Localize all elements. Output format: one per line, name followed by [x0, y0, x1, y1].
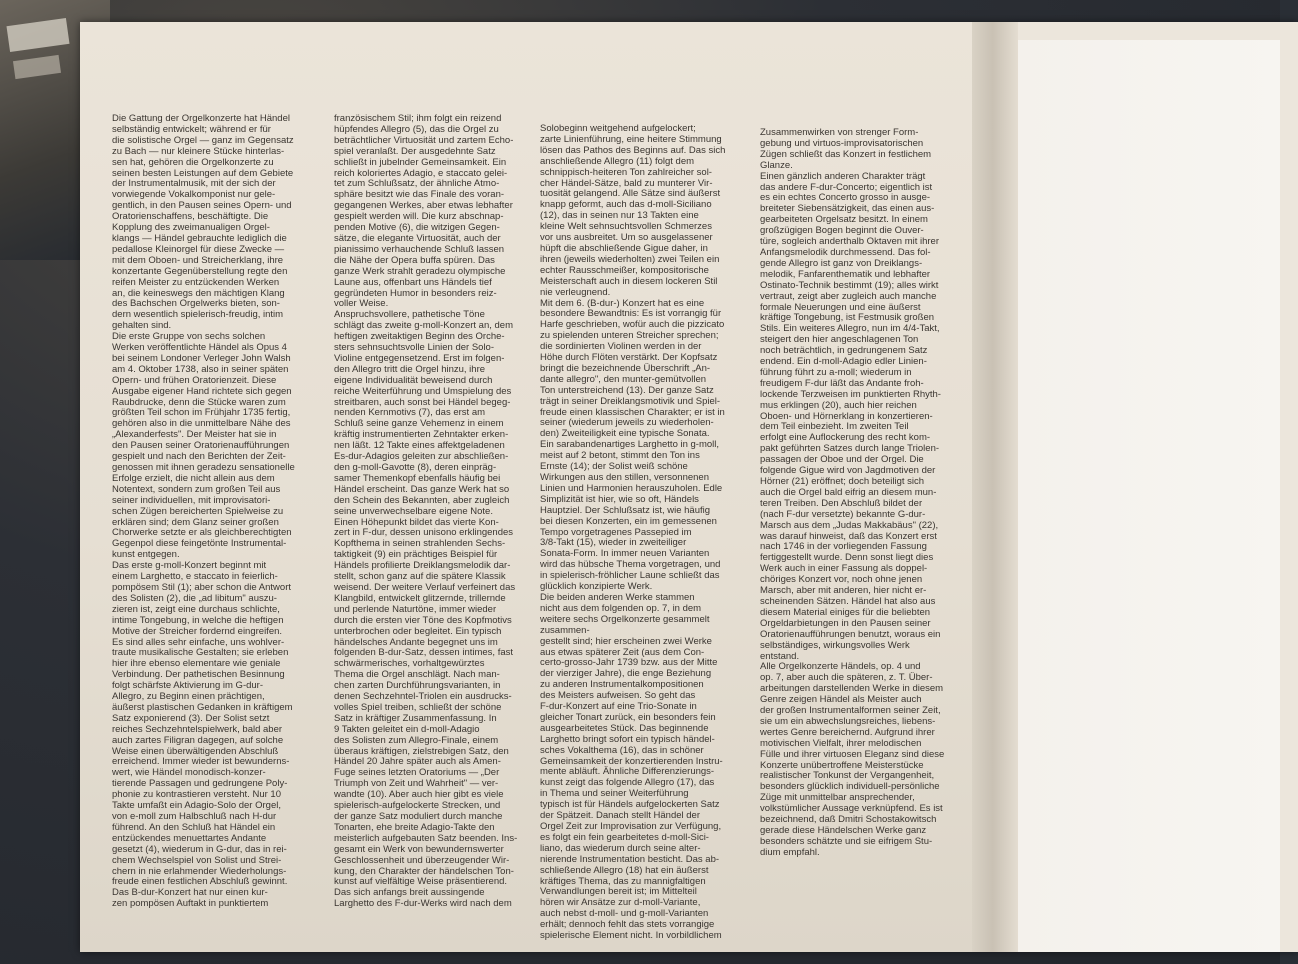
gatefold-spine — [972, 22, 1018, 952]
text-column-2 — [334, 114, 530, 924]
liner-notes-text — [112, 113, 972, 942]
column-3-text: Solobeginn weitgehend aufgelockert; zarte Linienführung, eine heitere Stimmung lösen das Pathos des Beginns auf. Das sich anschließende Allegro (11) folgt dem schnippisch-heiteren Ton zahlreicher sol- cher Händel-Sätze, bald zu munterer Vir- tuosität gelangend. Alle Sätze sind äußerst knapp geformt, auch das d-moll-Siciliano (12), das in seinen nur 13 Takten eine kleine Welt sehnsuchtsvollen Schmerzes vor uns ausbreitet. Um so ausgelassener hüpft die abschließende Gigue daher, in ihren (jeweils wiederholten) zwei Teilen ein echter Rausschmeißer, kompositorische Meisterschaft auch in diesem lockeren Stil nie verleugnend. Mit dem 6. (B-dur-) Konzert hat es eine besondere Bewandtnis: Es ist vorrangig für Harfe geschrieben, wofür auch die pizzicato zu spielenden unteren Streicher sprechen; die sordinierten Violinen werden in der Höhe durch Flöten verstärkt. Der Kopfsatz bringt die bezeichnende Überschrift „An- dante allegro", den munter-gemütvollen Ton unterstreichend (13). Der ganze Satz trägt in seiner Dreiklangsmotivik und Spiel- freude einen klassischen Charakter; er ist in seiner (wiederum jeweils zu wiederholen- den) Zweiteiligkeit eine typische Sonata. Ein sarabandenartiges Larghetto in g-moll, meist auf 2 betont, stimmt den Ton ins Ernste (14); der Solist weiß schöne Wirkungen aus den stillen, versonnenen Linien und Harmonien herauszuholen. Edle Simplizität ist hier, wie so oft, Händels Hauptziel. Der Schlußsatz ist, wie häufig bei diesen Konzerten, ein im gemessenen Tempo vorgetragenes Passepied im 3/8-Takt (15), wieder in zweiteiliger Sonata-Form. In immer neuen Varianten wird das hübsche Thema vorgetragen, und in spielerisch-fröhlicher Laune schließt das glücklich konzipierte Werk. Die beiden anderen Werke stammen nicht aus dem folgenden op. 7, in dem weitere sechs Orgelkonzerte gesammelt zusammen- gestellt sind; hier erscheinen zwei Werke aus etwas späterer Zeit (aus dem Con- certo-grosso-Jahr 1739 bzw. aus der Mitte der vierziger Jahre), die enge Beziehung zu anderen Instrumentalkompositionen des Meisters aufweisen. So geht das F-dur-Konzert auf eine Trio-Sonate in gleicher Tonart zurück, ein besonders fein ausgearbeitetes Stück. Das beginnende Larghetto bringt sofort ein typisch händel- sches Vokalthema (16), das in schöner Gemeinsamkeit der konzertierenden Instru- mente abläuft. Ähnliche Differenzierungs- kunst zeigt das folgende Allegro (17), das in Thema und seiner Weiterführung typisch ist für Händels aufgelockerten Satz der Spätzeit. Danach stellt Händel der Orgel Zeit zur Improvisation zur Verfügung, es folgt ein fein gearbeitetes d-moll-Sici- liano, das wiederum durch seine alter- nierende Instrumentation besticht. Das ab- schließende Allegro (18) hat ein äußerst kräftiges Thema, das zu mannigfaltigen Verwandlungen bereit ist; im Mittelteil hören wir Ansätze zur d-moll-Variante, auch nebst d-moll- und g-moll-Varianten erhält; dennoch fehlt das stets vorrangige spielerische Element nicht. In vorbildlichem — [540, 123, 726, 942]
text-column-4 — [760, 128, 956, 938]
blank-inner-panel — [1018, 40, 1280, 952]
column-1-text: Die Gattung der Orgelkonzerte hat Händel selbständig entwickelt; während er für die solistische Orgel — ganz im Gegensatz zu Bach — nur kleinere Stücke hinterlas- sen hat, gehören die Orgelkonzerte zu seinen besten Leistungen auf dem Gebiete der Instrumentalmusik, mit der sich der vorwiegende Vokalkomponist nur gele- gentlich, in den Pausen seines Opern- und Oratorienschaffens, beschäftigte. Die Kopplung des zweimanualigen Orgel- klangs — Händel gebrauchte lediglich die pedallose Kleinorgel für diese Zwecke — mit dem Oboen- und Streicherklang, ihre konzertante Gegenüberstellung regte den reifen Meister zu entzückenden Werken an, die keineswegs den mächtigen Klang des Bachschen Orgelwerks bieten, son- dern wesentlich spielerisch-freudig, intim gehalten sind. Die erste Gruppe von sechs solchen Werken veröffentlichte Händel als Opus 4 bei seinem Londoner Verleger John Walsh am 4. Oktober 1738, also in seiner späten Opern- und frühen Oratorienzeit. Diese Ausgabe eigener Hand richtete sich gegen Raubdrucke, denn die Stücke waren zum größten Teil schon im Frühjahr 1735 fertig, gehören also in die unmittelbare Nähe des „Alexanderfests". Der Meister hat sie in den Pausen seiner Oratorienaufführungen gespielt und nach den Berichten der Zeit- genossen mit ihnen geradezu sensationelle Erfolge erzielt, die nicht allein aus dem Notentext, sondern zum großen Teil aus seiner individuellen, mit improvisatori- schen Zügen bereicherten Spielweise zu erklären sind; dem Glanz seiner großen Chorwerke setzte er als gleichberechtigten Gegenpol diese feingetönte Instrumental- kunst entgegen. Das erste g-moll-Konzert beginnt mit einem Larghetto, e staccato in feierlich- pompösem Stil (1); aber schon die Antwort des Solisten (2), die „ad libitum" auszu- zieren ist, zeigt eine durchaus schlichte, intime Tongebung, in welche die heftigen Motive der Streicher fordernd eingreifen. Es sind alles sehr einfache, uns wohlver- traute musikalische Gestalten; sie erleben hier ihre ebenso elementare wie geniale Verbindung. Der pathetischen Besinnung folgt schärfste Aktivierung im G-dur- Allegro, zu Beginn einen prächtigen, äußerst plastischen Gedanken in kräftigem Satz exponierend (3). Der Solist setzt reiches Sechzehntelspielwerk, bald aber auch zartes Filigran dagegen, auf solche Weise einen überwältigenden Abschluß erreichend. Immer wieder ist bewunderns- wert, wie Händel monodisch-konzer- tierende Passagen und gedrungene Poly- phonie zu kontrastieren versteht. Nur 10 Takte umfaßt ein Adagio-Solo der Orgel, von e-moll zum Halbschluß nach H-dur führend. An den Schluß hat Händel ein entzückendes menuettartes Andante gesetzt (4), wiederum in G-dur, das in rei- chem Wechselspiel von Solist und Strei- chern in nie erlahmender Wiederholungs- freude einen festlichen Abschluß gewinnt. Das B-dur-Konzert hat nur einen kur- zen pompösen Auftakt in punktiertem — [112, 113, 295, 910]
text-column-3 — [540, 123, 736, 942]
column-2-text: französischem Stil; ihm folgt ein reizend hüpfendes Allegro (5), das die Orgel zu beträchtlicher Virtuosität und zartem Echo- spiel veranlaßt. Der ausgedehnte Satz schließt in jubelnder Gemeinsamkeit. Ein reich koloriertes Adagio, e staccato gelei- tet zum Schlußsatz, der ähnliche Atmo- sphäre besitzt wie das Finale des voran- gegangenen Werkes, aber etwas lebhafter gespielt werden will. Die kurz abschnap- penden Motive (6), die witzigen Gegen- sätze, die elegante Virtuosität, auch der pianissimo verhauchende Schluß lassen die Nähe der Opera buffa spüren. Das ganze Werk strahlt geradezu olympische Laune aus, offenbart uns Händels tief gegründeten Humor in besonders reiz- voller Weise. Anspruchsvollere, pathetische Töne schlägt das zweite g-moll-Konzert an, dem heftigen zweitaktigen Beginn des Orche- sters sehnsuchtsvolle Linien der Solo- Violine entgegensetzend. Erst im folgen- den Allegro tritt die Orgel hinzu, ihre eigene Individualität beweisend durch reiche Weiterführung und Umspielung des streitbaren, auch sonst bei Händel begeg- nenden Kernmotivs (7), das erst am Schluß seine ganze Vehemenz in einem kräftig instrumentierten Zehntakter erken- nen läßt. 12 Takte eines affektgeladenen Es-dur-Adagios geleiten zur abschließen- den g-moll-Gavotte (8), deren einpräg- samer Themenkopf ebenfalls häufig bei Händel erscheint. Das ganze Werk hat so den Schein des Bekannten, aber zugleich seine unverwechselbare eigene Note. Einen Höhepunkt bildet das vierte Kon- zert in F-dur, dessen unisono erklingendes Kopfthema in seinen strahlenden Sechs- taktigkeit (9) ein prächtiges Beispiel für Händels profilierte Dreiklangsmelodik dar- stellt, schon ganz auf die spätere Klassik weisend. Der weitere Verlauf verfeinert das Klangbild, entwickelt glitzernde, trillernde und perlende Naturtöne, immer wieder durch die ersten vier Töne des Kopfmotivs unterbrochen oder begleitet. Ein typisch händelsches Andante begegnet uns im folgenden B-dur-Satz, dessen intimes, fast schwärmerisches, vorhaltgewürztes Thema die Orgel anschlägt. Nach man- chen zarten Durchführungsvarianten, in denen Sechzehntel-Triolen ein ausdrucks- volles Spiel treiben, schließt der schöne Satz in kräftiger Zusammenfassung. In 9 Takten geleitet ein d-moll-Adagio des Solisten zum Allegro-Finale, einem überaus kräftigen, zielstrebigen Satz, den Händel 20 Jahre später auch als Amen- Fuge seines letzten Oratoriums — „Der Triumph von Zeit und Wahrheit" — ver- wandte (10). Aber auch hier gibt es viele spielerisch-aufgelockerte Strecken, und der ganze Satz moduliert durch manche Tonarten, ehe breite Adagio-Takte den meisterlich aufgebauten Satz beenden. Ins- gesamt ein Werk von bewundernswerter Geschlossenheit und überzeugender Wir- kung, den Charakter der händelschen Ton- kunst auf vielfältige Weise präsentierend. Das sich anfangs breit aussingende Larghetto des F-dur-Werks wird nach dem — [334, 113, 518, 910]
column-4-text: Zusammenwirken von strenger Form- gebung und virtuos-improvisatorischen Zügen schließt das Konzert in festlichem Glanze. Einen gänzlich anderen Charakter trägt das andere F-dur-Concerto; eigentlich ist es ein echtes Concerto grosso in ausge- breiteter Siebensätzigkeit, das einen aus- gearbeiteten Orgelsatz besitzt. In einem großzügigen Bogen beginnt die Ouver- türe, sogleich anderthalb Oktaven mit ihrer Anfangsmelodik durchmessend. Das fol- gende Allegro ist ganz von Dreiklangs- melodik, Fanfarenthematik und lebhafter Ostinato-Technik bestimmt (19); alles wirkt vertraut, zeigt aber zugleich auch manche formale Neuerungen und eine äußerst kräftige Tongebung, ist Festmusik großen Stils. Ein weiteres Allegro, nun im 4/4-Takt, steigert den hier angeschlagenen Ton noch beträchtlich, in gedrungenem Satz endend. Ein d-moll-Adagio edler Linien- führung führt zu a-moll; wiederum in freudigem F-dur läßt das Andante froh- lockende Terzweisen im punktierten Rhyth- mus erklingen (20), auch hier reichen Oboen- und Hörnerklang in konzertieren- dem Teil einbezieht. Im zweiten Teil erfolgt eine Auflockerung des recht kom- pakt geführten Satzes durch lange Triolen- passagen der Oboe und der Orgel. Die folgende Gigue wird von Jagdmotiven der Hörner (21) eröffnet; doch beteiligt sich auch die Orgel bald eifrig an diesem mun- teren Treiben. Den Abschluß bildet der (nach F-dur versetzte) bekannte G-dur- Marsch aus dem „Judas Makkabäus" (22), was darauf hinweist, daß das Konzert erst nach 1746 in der vorliegenden Fassung fertiggestellt wurde. Denn sonst liegt dies Werk auch in einer Fassung als doppel- chöriges Konzert vor, noch ohne jenen Marsch, aber mit anderen, hier nicht er- scheinenden Sätzen. Händel hat also aus diesem Material einiges für die beliebten Orgeldarbietungen in den Pausen seiner Oratorienaufführungen benutzt, woraus ein selbständiges, wirkungsvolles Werk entstand. Alle Orgelkonzerte Händels, op. 4 und op. 7, aber auch die späteren, z. T. Über- arbeitungen darstellenden Werke in diesem Genre zeigen Händel als Meister auch der großen Instrumentalformen seiner Zeit, sie um ein abwechslungsreiches, liebens- wertes Genre bereichernd. Aufgrund ihrer motivischen Vielfalt, ihrer melodischen Fülle und ihrer virtuosen Eleganz sind diese Konzerte unübertroffene Meisterstücke realistischer Tonkunst der Vergangenheit, besonders glücklich individuell-persönliche Züge mit unmittelbar ansprechender, volkstümlicher Aussage verknüpfend. Es ist bezeichnend, daß Dmitri Schostakowitsch gerade diese Händelschen Werke ganz besonders schätzte und sie eifrigem Stu- dium empfahl. — [760, 127, 945, 858]
text-column-1 — [112, 114, 308, 924]
